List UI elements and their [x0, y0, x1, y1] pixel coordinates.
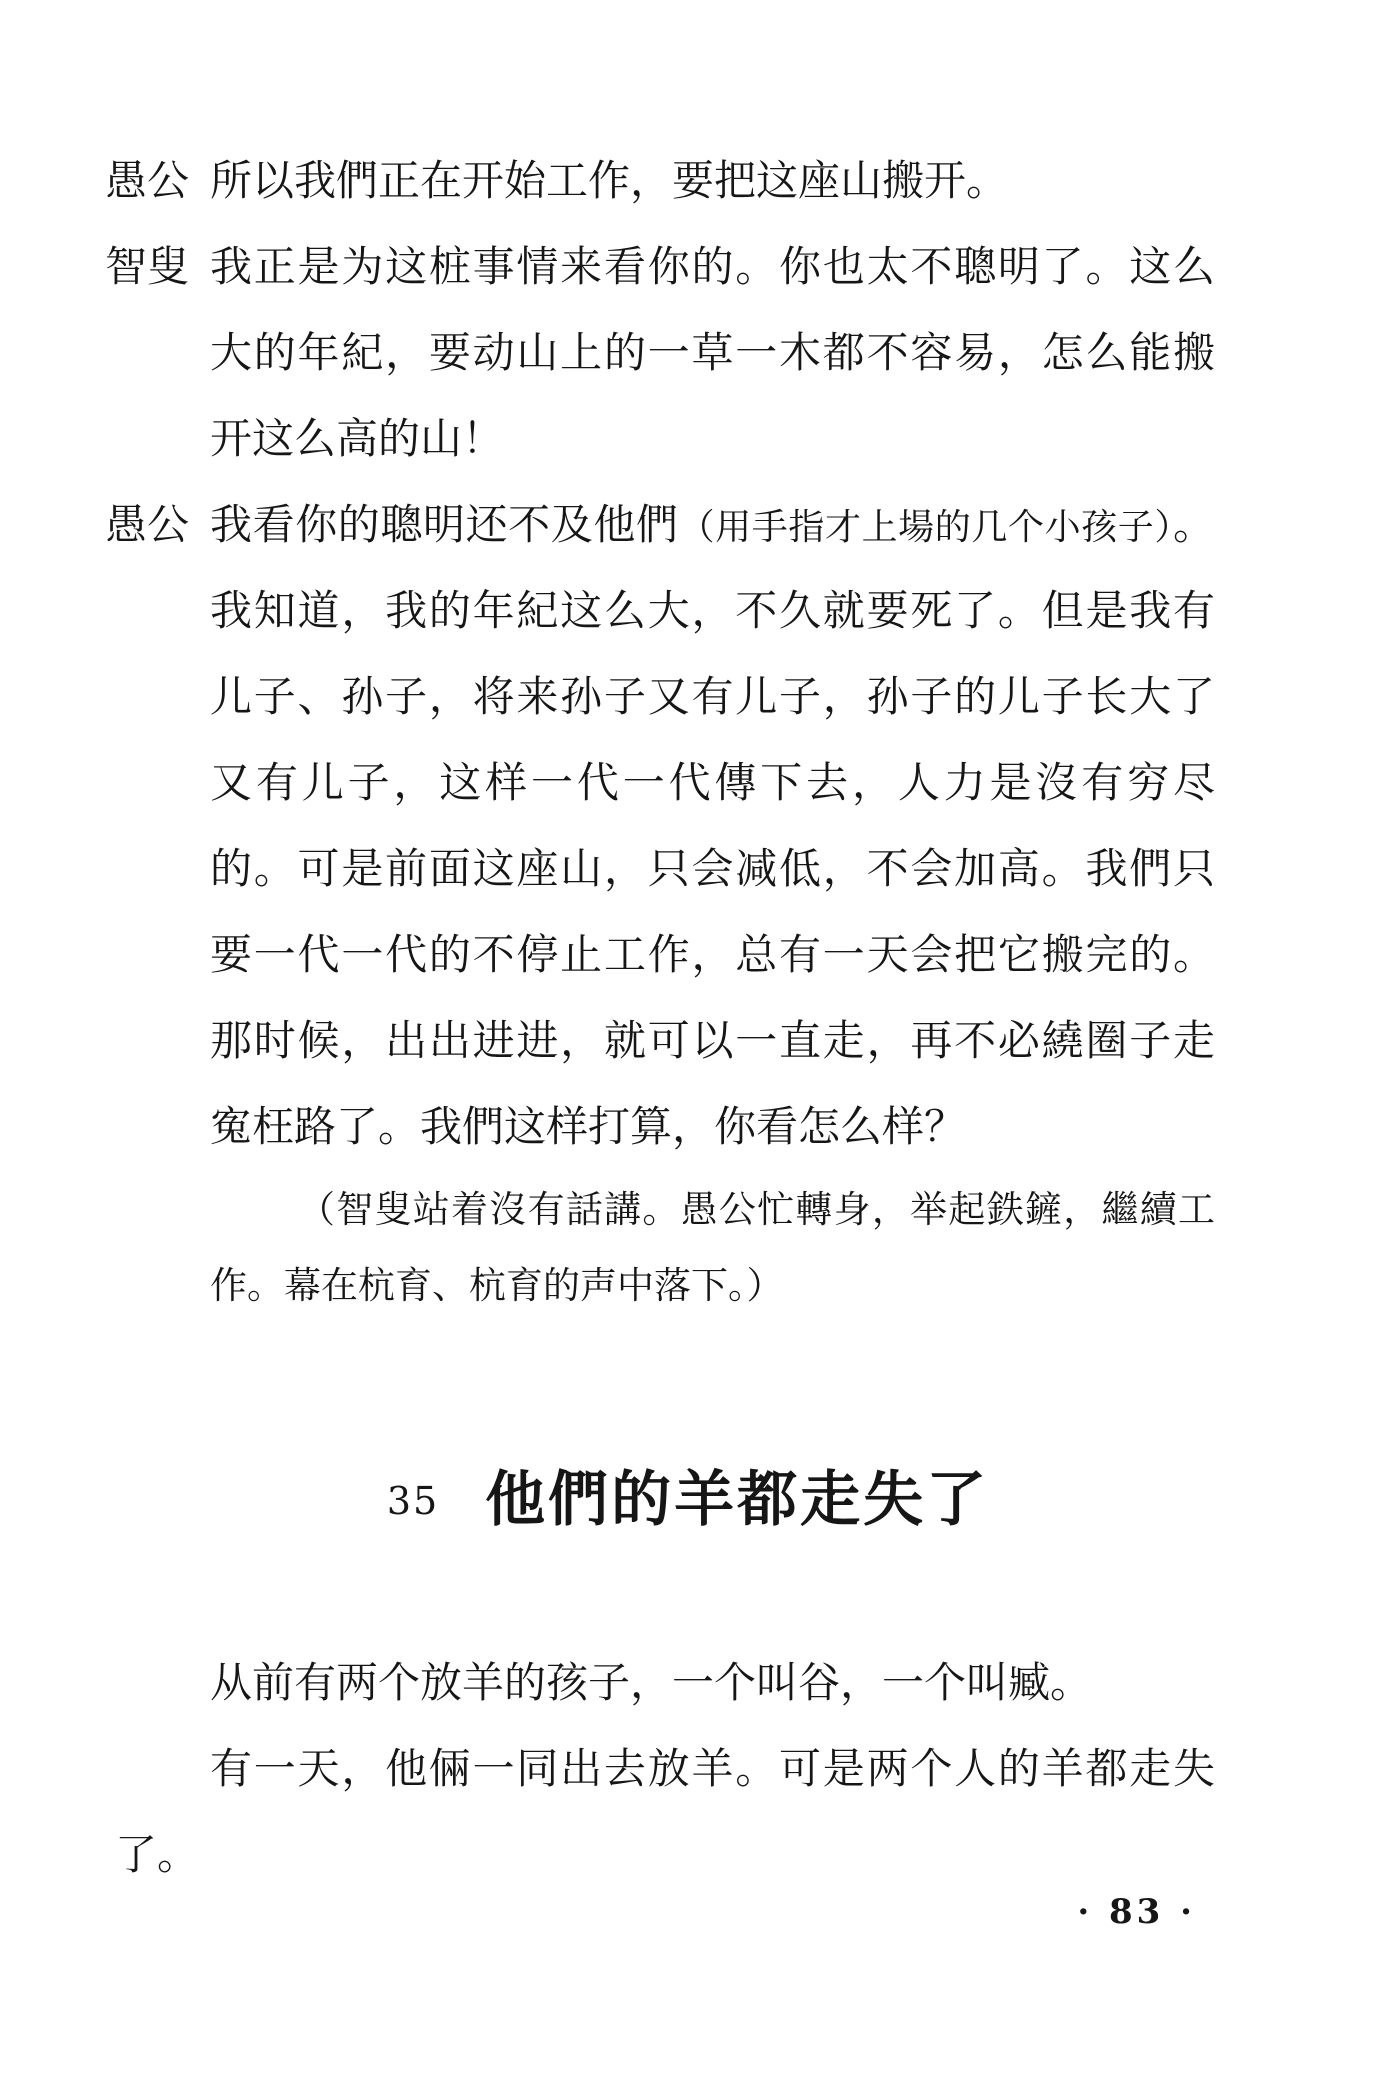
dialogue-text-after: 。我知道，我的年紀这么大，不久就要死了。但是我有儿子、孙子，将来孙子又有儿子，孙子的儿子长大了又有儿子，这样一代一代傳下去，人力是沒有穷尽的。可是前面这座山，只会减低，不会加高。我們只要一代一代的不停止工作，总有一天会把它搬完的。那时候，出出进进，就可以一直走，再不必繞圈子走寃枉路了。我們这样打算，你看怎么样？	[210, 500, 1215, 1151]
speaker-name: 愚公	[105, 156, 190, 205]
dialogue-text: 我正是为这桩事情来看你的。你也太不聰明了。这么大的年紀，要动山上的一草一木都不容易，怎么能搬开这么高的山！	[210, 242, 1215, 463]
stage-aside: （用手指才上場的几个小孩子）	[678, 507, 1173, 548]
dialogue-turn	[105, 138, 1215, 224]
dialogue-text: 所以我們正在开始工作，要把这座山搬开。	[210, 156, 1009, 205]
speaker-name: 愚公	[105, 500, 190, 549]
chapter-title: 他們的羊都走失了	[485, 1465, 990, 1535]
chapter-heading	[0, 1460, 1376, 1541]
story-paragraph: 从前有两个放羊的孩子，一个叫谷，一个叫臧。	[210, 1658, 1093, 1707]
story-body	[115, 1640, 1215, 1898]
dialogue-text-before: 我看你的聰明还不及他們	[210, 500, 679, 549]
dialogue-turn	[105, 482, 1215, 1170]
page-number: · 83 ·	[1077, 1892, 1196, 1932]
play-dialogue	[105, 138, 1215, 1324]
chapter-number: 35	[386, 1479, 440, 1523]
dialogue-turn	[105, 224, 1215, 482]
stage-direction: （智叟站着沒有話講。愚公忙轉身，举起鉄鏟，繼續工作。幕在杭育、杭育的声中落下。）	[210, 1188, 1215, 1307]
dialogue-text	[210, 482, 1215, 1170]
speaker-name: 智叟	[105, 242, 190, 291]
story-paragraph: 有一天，他倆一同出去放羊。可是两个人的羊都走失了。	[115, 1744, 1215, 1879]
